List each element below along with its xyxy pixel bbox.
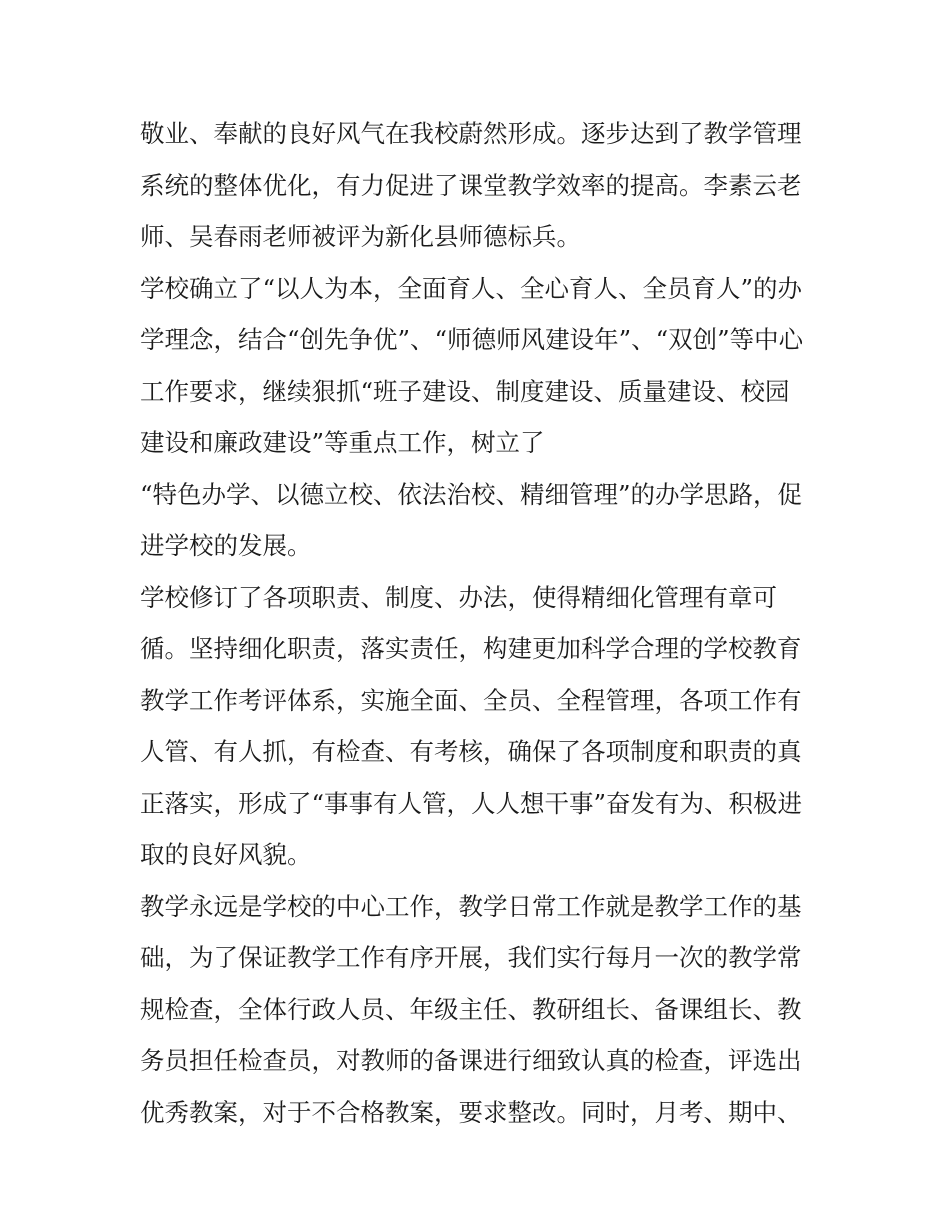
text-line: 正落实，形成了“事事有人管，人人想干事”奋发有为、积极进 [140, 788, 803, 818]
text-line: 取的良好风貌。 [140, 840, 312, 869]
text-line: 学理念，结合“创先争优”、“师德师风建设年”、“双创”等中心 [140, 325, 804, 354]
text-line: 系统的整体优化，有力促进了课堂教学效率的提高。李素云老 [140, 170, 802, 200]
text-line: 务员担任检查员，对教师的备课进行细致认真的检查，评选出 [140, 1046, 802, 1075]
text-line: 进学校的发展。 [140, 531, 312, 560]
text-line: 教学工作考评体系，实施全面、全员、全程管理，各项工作有 [140, 685, 802, 715]
document-body [140, 108, 820, 1138]
text-line: 学校修订了各项职责、制度、办法，使得精细化管理有章可 [140, 582, 777, 612]
text-line: 工作要求，继续狠抓“班子建设、制度建设、质量建设、校园 [140, 376, 790, 406]
text-line: 建设和廉政建设”等重点工作，树立了 [140, 428, 545, 457]
text-line: 优秀教案，对于不合格教案，要求整改。同时，月考、期中、 [140, 1097, 802, 1127]
text-line: 础，为了保证教学工作有序开展，我们实行每月一次的教学常 [140, 943, 802, 972]
text-line: 师、吴春雨老师被评为新化县师德标兵。 [140, 222, 581, 251]
text-line: 教学永远是学校的中心工作，教学日常工作就是教学工作的基 [140, 891, 802, 921]
text-line: 敬业、奉献的良好风气在我校蔚然形成。逐步达到了教学管理 [140, 119, 802, 148]
text-line: 学校确立了“以人为本，全面育人、全心育人、全员育人”的办 [140, 273, 803, 303]
text-line: 规检查，全体行政人员、年级主任、教研组长、备课组长、教 [140, 994, 802, 1024]
text-line: 人管、有人抓，有检查、有考核，确保了各项制度和职责的真 [140, 737, 802, 766]
text-line: “特色办学、以德立校、依法治校、精细管理”的办学思路，促 [140, 479, 803, 509]
text-line: 循。坚持细化职责，落实责任，构建更加科学合理的学校教育 [140, 634, 802, 663]
